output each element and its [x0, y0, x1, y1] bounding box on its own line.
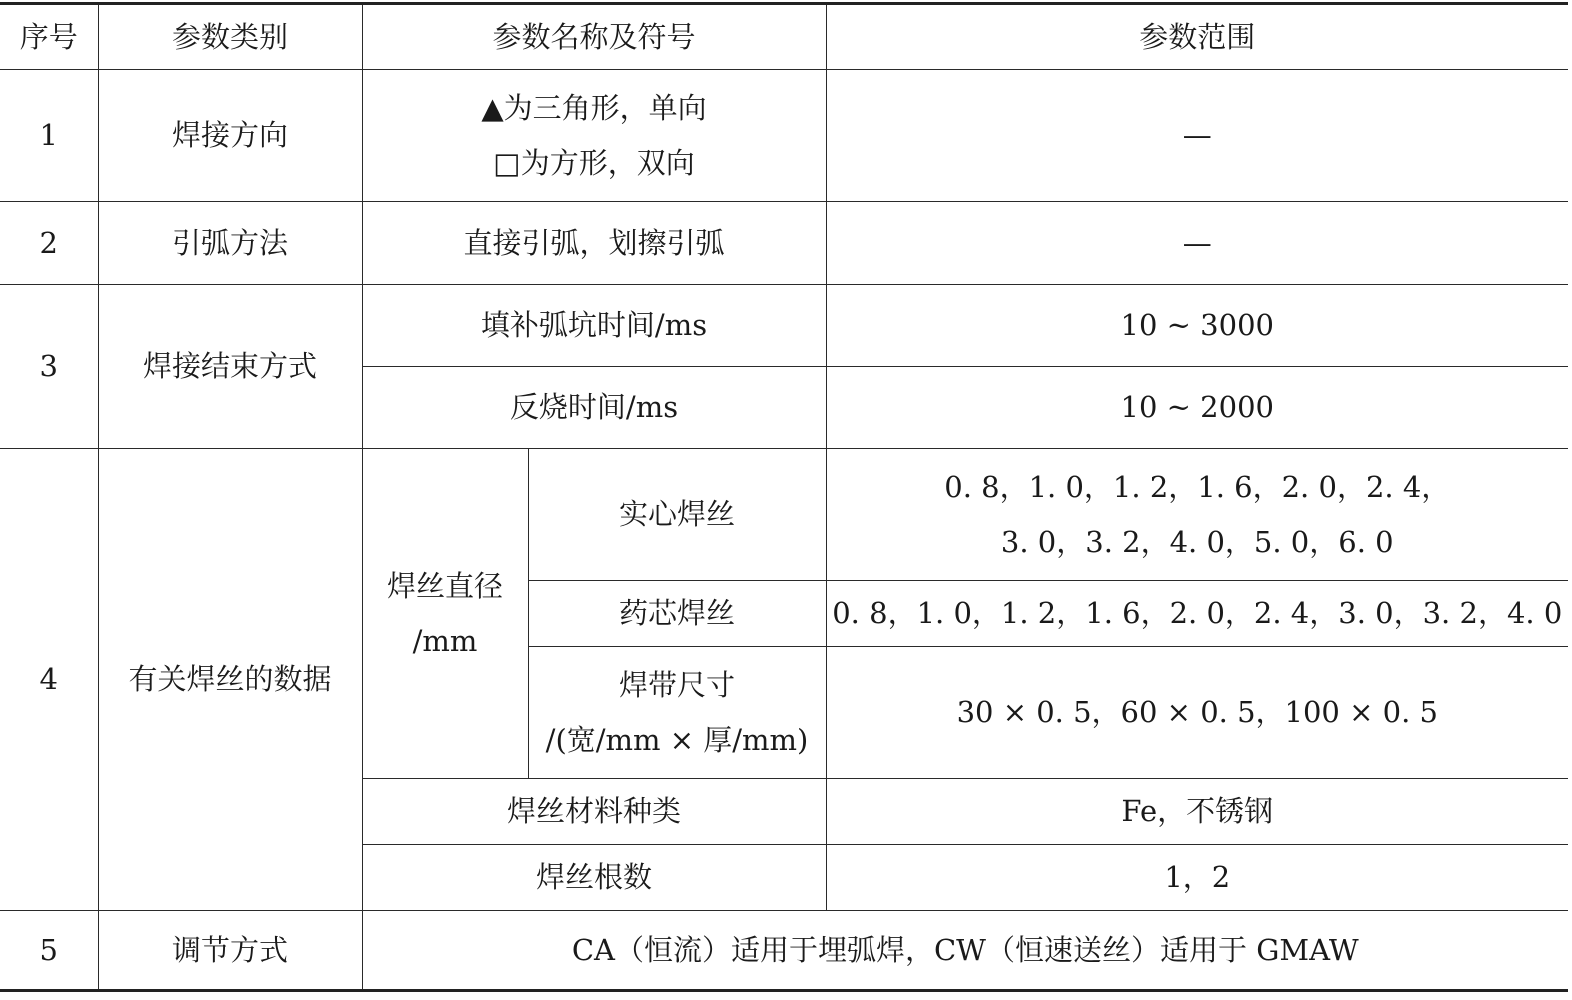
param-name: 焊丝根数: [362, 845, 826, 911]
row-no: 3: [0, 285, 98, 449]
param-range: —: [826, 202, 1568, 285]
header-row: [0, 4, 1568, 70]
param-range-cell: [826, 449, 1568, 581]
param-name: 药芯焊丝: [528, 581, 826, 647]
table-row: [0, 202, 1568, 285]
param-name: 直接引弧，划擦引弧: [362, 202, 826, 285]
header-range: 参数范围: [826, 4, 1568, 70]
param-content: CA（恒流）适用于埋弧焊，CW（恒速送丝）适用于 GMAW: [362, 911, 1568, 991]
param-range: 10 ~ 3000: [826, 285, 1568, 367]
wire-diameter-label-line: 焊丝直径: [386, 568, 503, 603]
param-range-line: 0. 8，1. 0，1. 2，1. 6，2. 0，2. 4，: [944, 469, 1451, 504]
row-category: 调节方式: [98, 911, 362, 991]
table-row: [0, 449, 1568, 581]
row-no: 1: [0, 70, 98, 202]
param-name-line: ▲为三角形，单向: [481, 90, 707, 125]
param-name: 焊丝材料种类: [362, 779, 826, 845]
param-range: 1，2: [826, 845, 1568, 911]
row-category: 引弧方法: [98, 202, 362, 285]
header-category: 参数类别: [98, 4, 362, 70]
param-range-line: 3. 0，3. 2，4. 0，5. 0，6. 0: [1000, 524, 1394, 559]
header-name: 参数名称及符号: [362, 4, 826, 70]
row-category: 有关焊丝的数据: [98, 449, 362, 911]
param-name: 填补弧坑时间/ms: [362, 285, 826, 367]
param-name-line: □为方形，双向: [493, 145, 695, 180]
row-category: 焊接结束方式: [98, 285, 362, 449]
param-name-line: /(宽/mm × 厚/mm): [545, 722, 809, 757]
param-range: 0. 8，1. 0，1. 2，1. 6，2. 0，2. 4，3. 0，3. 2，4. 0: [826, 581, 1568, 647]
wire-diameter-label-line: /mm: [412, 623, 478, 658]
row-no: 2: [0, 202, 98, 285]
param-range: 30 × 0. 5，60 × 0. 5，100 × 0. 5: [826, 647, 1568, 779]
table-row: [0, 70, 1568, 202]
row-category: 焊接方向: [98, 70, 362, 202]
row-no: 4: [0, 449, 98, 911]
param-name-cell: [362, 70, 826, 202]
param-range: Fe，不锈钢: [826, 779, 1568, 845]
wire-diameter-label: [362, 449, 528, 779]
param-name-cell: [528, 647, 826, 779]
parameter-table: [0, 2, 1568, 992]
table-row: [0, 285, 1568, 367]
table-row: [0, 911, 1568, 991]
header-no: 序号: [0, 4, 98, 70]
row-no: 5: [0, 911, 98, 991]
param-name: 反烧时间/ms: [362, 367, 826, 449]
param-name: 实心焊丝: [528, 449, 826, 581]
param-range: 10 ~ 2000: [826, 367, 1568, 449]
param-range: —: [826, 70, 1568, 202]
param-name-line: 焊带尺寸: [619, 667, 736, 702]
